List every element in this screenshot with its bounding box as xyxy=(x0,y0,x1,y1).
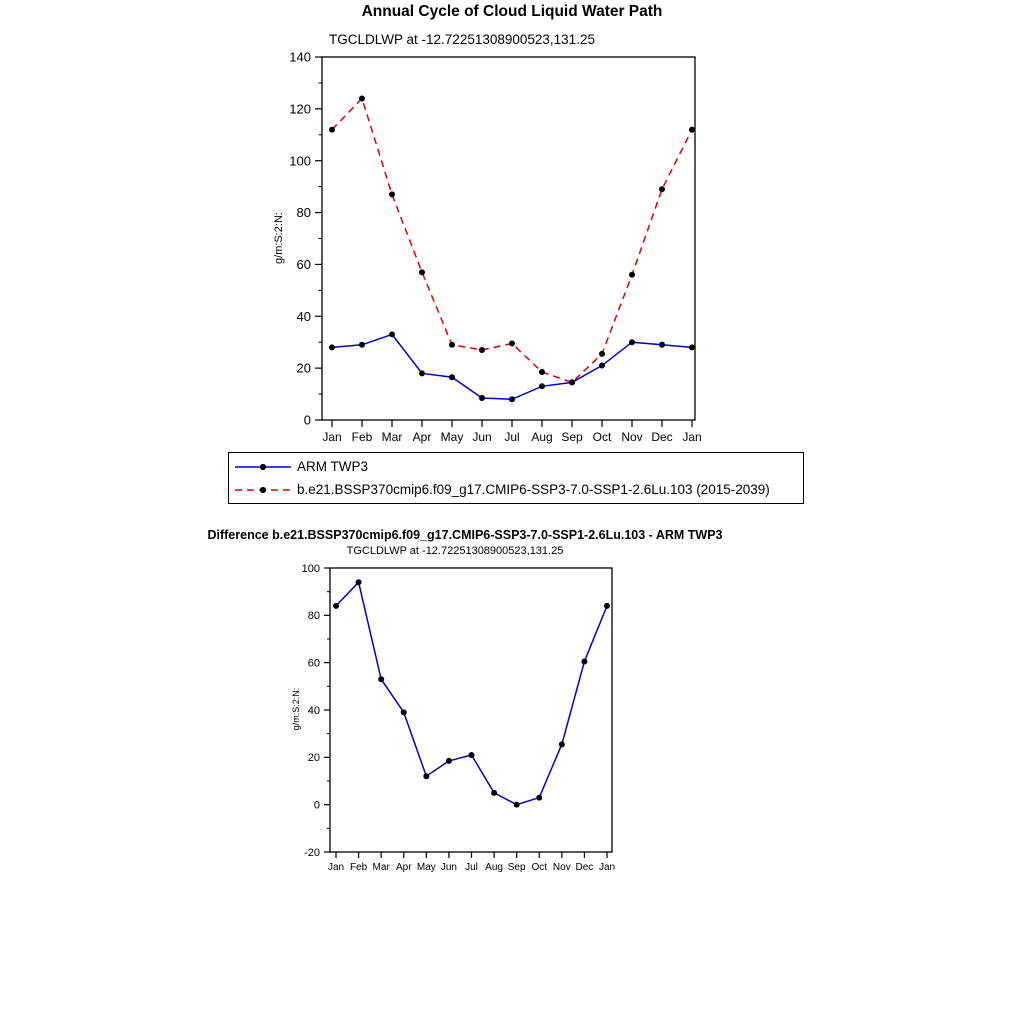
svg-text:0: 0 xyxy=(303,412,311,428)
svg-text:20: 20 xyxy=(307,752,320,765)
legend xyxy=(228,452,804,504)
legend-row-model xyxy=(234,479,798,501)
top-chart-subtitle: TGCLDLWP at -12.72251308900523,131.25 xyxy=(329,32,595,47)
svg-text:Apr: Apr xyxy=(412,430,432,444)
svg-text:Jun: Jun xyxy=(440,862,457,873)
legend-row-arm-twp3 xyxy=(234,456,798,478)
svg-text:Dec: Dec xyxy=(575,862,594,873)
svg-text:120: 120 xyxy=(289,101,311,117)
bottom-chart-subtitle: TGCLDLWP at -12.72251308900523,131.25 xyxy=(346,545,564,557)
legend-dashed-line-sample-icon xyxy=(234,484,292,496)
svg-text:Oct: Oct xyxy=(592,430,612,444)
svg-text:Sep: Sep xyxy=(507,862,526,873)
svg-text:Sep: Sep xyxy=(561,430,583,444)
svg-text:140: 140 xyxy=(289,49,311,65)
legend-solid-line-sample-icon xyxy=(234,461,292,473)
legend-label-arm-twp3: ARM TWP3 xyxy=(297,459,369,474)
svg-text:Jan: Jan xyxy=(322,430,342,444)
svg-text:Dec: Dec xyxy=(651,430,673,444)
svg-text:80: 80 xyxy=(296,205,311,221)
svg-text:Oct: Oct xyxy=(531,862,548,873)
svg-text:May: May xyxy=(416,862,436,873)
svg-text:100: 100 xyxy=(289,153,311,169)
svg-text:Jun: Jun xyxy=(472,430,492,444)
svg-text:60: 60 xyxy=(296,256,311,272)
svg-text:Nov: Nov xyxy=(552,862,571,873)
svg-text:Mar: Mar xyxy=(381,430,403,444)
svg-text:Jan: Jan xyxy=(598,862,616,873)
svg-text:20: 20 xyxy=(296,360,311,376)
svg-text:-20: -20 xyxy=(304,846,320,859)
svg-text:Feb: Feb xyxy=(349,862,368,873)
top-chart-y-axis-label: g/m:S:2:N: xyxy=(273,212,285,264)
svg-text:40: 40 xyxy=(307,704,320,717)
svg-text:Mar: Mar xyxy=(372,862,390,873)
svg-text:40: 40 xyxy=(296,308,311,324)
svg-text:80: 80 xyxy=(307,610,320,623)
svg-text:Jan: Jan xyxy=(327,862,345,873)
svg-text:100: 100 xyxy=(301,562,320,575)
svg-text:May: May xyxy=(440,430,464,444)
svg-text:Nov: Nov xyxy=(621,430,643,444)
svg-text:0: 0 xyxy=(313,799,320,812)
svg-text:Apr: Apr xyxy=(395,862,412,873)
bottom-chart-y-axis-label: g/m:S:2:N: xyxy=(291,687,301,731)
top-chart-plot xyxy=(289,50,701,444)
svg-text:Aug: Aug xyxy=(531,430,553,444)
svg-text:60: 60 xyxy=(307,657,320,670)
svg-text:Jul: Jul xyxy=(504,430,520,444)
svg-text:Jan: Jan xyxy=(682,430,702,444)
bottom-chart-title: Difference b.e21.BSSP370cmip6.f09_g17.CMIP6-SSP3-7.0-SSP1-2.6Lu.103 - ARM TWP3 xyxy=(207,528,723,542)
svg-text:Feb: Feb xyxy=(351,430,373,444)
svg-text:Jul: Jul xyxy=(465,862,478,873)
legend-label-model: b.e21.BSSP370cmip6.f09_g17.CMIP6-SSP3-7.0-SSP1-2.6Lu.103 (2015-2039) xyxy=(297,482,770,497)
top-chart-title: Annual Cycle of Cloud Liquid Water Path xyxy=(361,3,663,20)
bottom-chart-plot xyxy=(302,563,615,873)
svg-text:Aug: Aug xyxy=(485,862,503,873)
